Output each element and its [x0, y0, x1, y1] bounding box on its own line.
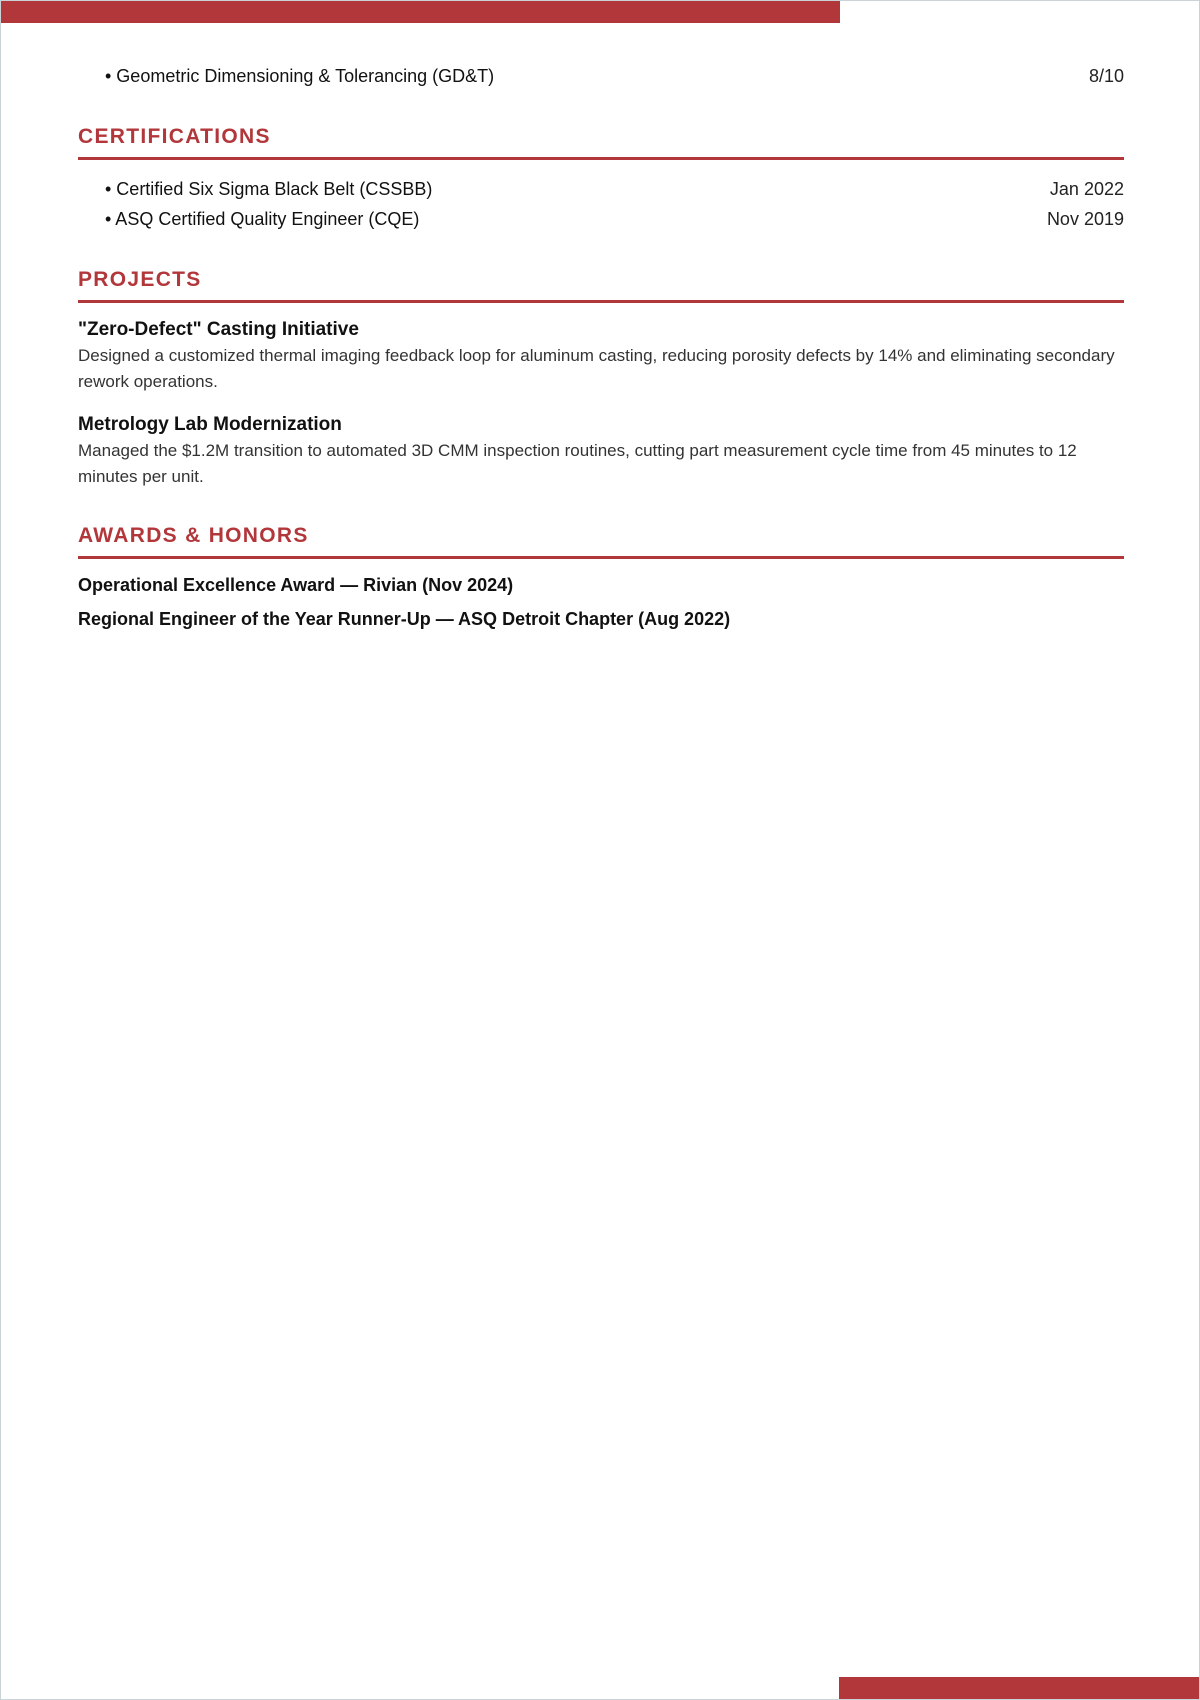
- certifications-heading: CERTIFICATIONS: [78, 125, 1124, 160]
- certification-date: Jan 2022: [1049, 179, 1124, 199]
- project-item: [78, 317, 1124, 395]
- certification-date: Nov 2019: [1046, 209, 1124, 229]
- certification-row: [78, 174, 1124, 204]
- award-item: Operational Excellence Award — Rivian (Nov 2024): [78, 575, 514, 595]
- bottom-accent-bar: [839, 1677, 1199, 1699]
- resume-content: [78, 61, 1124, 641]
- project-title: Metrology Lab Modernization: [78, 414, 342, 435]
- project-item: [78, 412, 1124, 490]
- project-title: "Zero-Defect" Casting Initiative: [78, 319, 359, 340]
- certification-name: • Certified Six Sigma Black Belt (CSSBB): [105, 179, 433, 199]
- skill-name: • Geometric Dimensioning & Tolerancing (GD&T): [105, 66, 495, 86]
- projects-section: [78, 268, 1124, 490]
- projects-heading: PROJECTS: [78, 268, 1124, 303]
- awards-list: [78, 559, 1124, 631]
- skill-row: [78, 61, 1124, 91]
- project-description: Designed a customized thermal imaging feedback loop for aluminum casting, reducing porosity defects by 14% and eliminating secondary rework operations.: [78, 346, 1115, 391]
- awards-section: [78, 524, 1124, 631]
- projects-list: [78, 303, 1124, 490]
- certifications-section: [78, 125, 1124, 234]
- certifications-list: [78, 160, 1124, 234]
- top-accent-bar: [1, 1, 840, 23]
- certification-row: [78, 204, 1124, 234]
- project-description: Managed the $1.2M transition to automated 3D CMM inspection routines, cutting part measurement cycle time from 45 minutes to 12 minutes per unit.: [78, 441, 1077, 486]
- certification-name: • ASQ Certified Quality Engineer (CQE): [105, 209, 420, 229]
- awards-heading: AWARDS & HONORS: [78, 524, 1124, 559]
- skill-rating: 8/10: [1088, 66, 1124, 86]
- award-item: Regional Engineer of the Year Runner-Up — ASQ Detroit Chapter (Aug 2022): [78, 609, 731, 629]
